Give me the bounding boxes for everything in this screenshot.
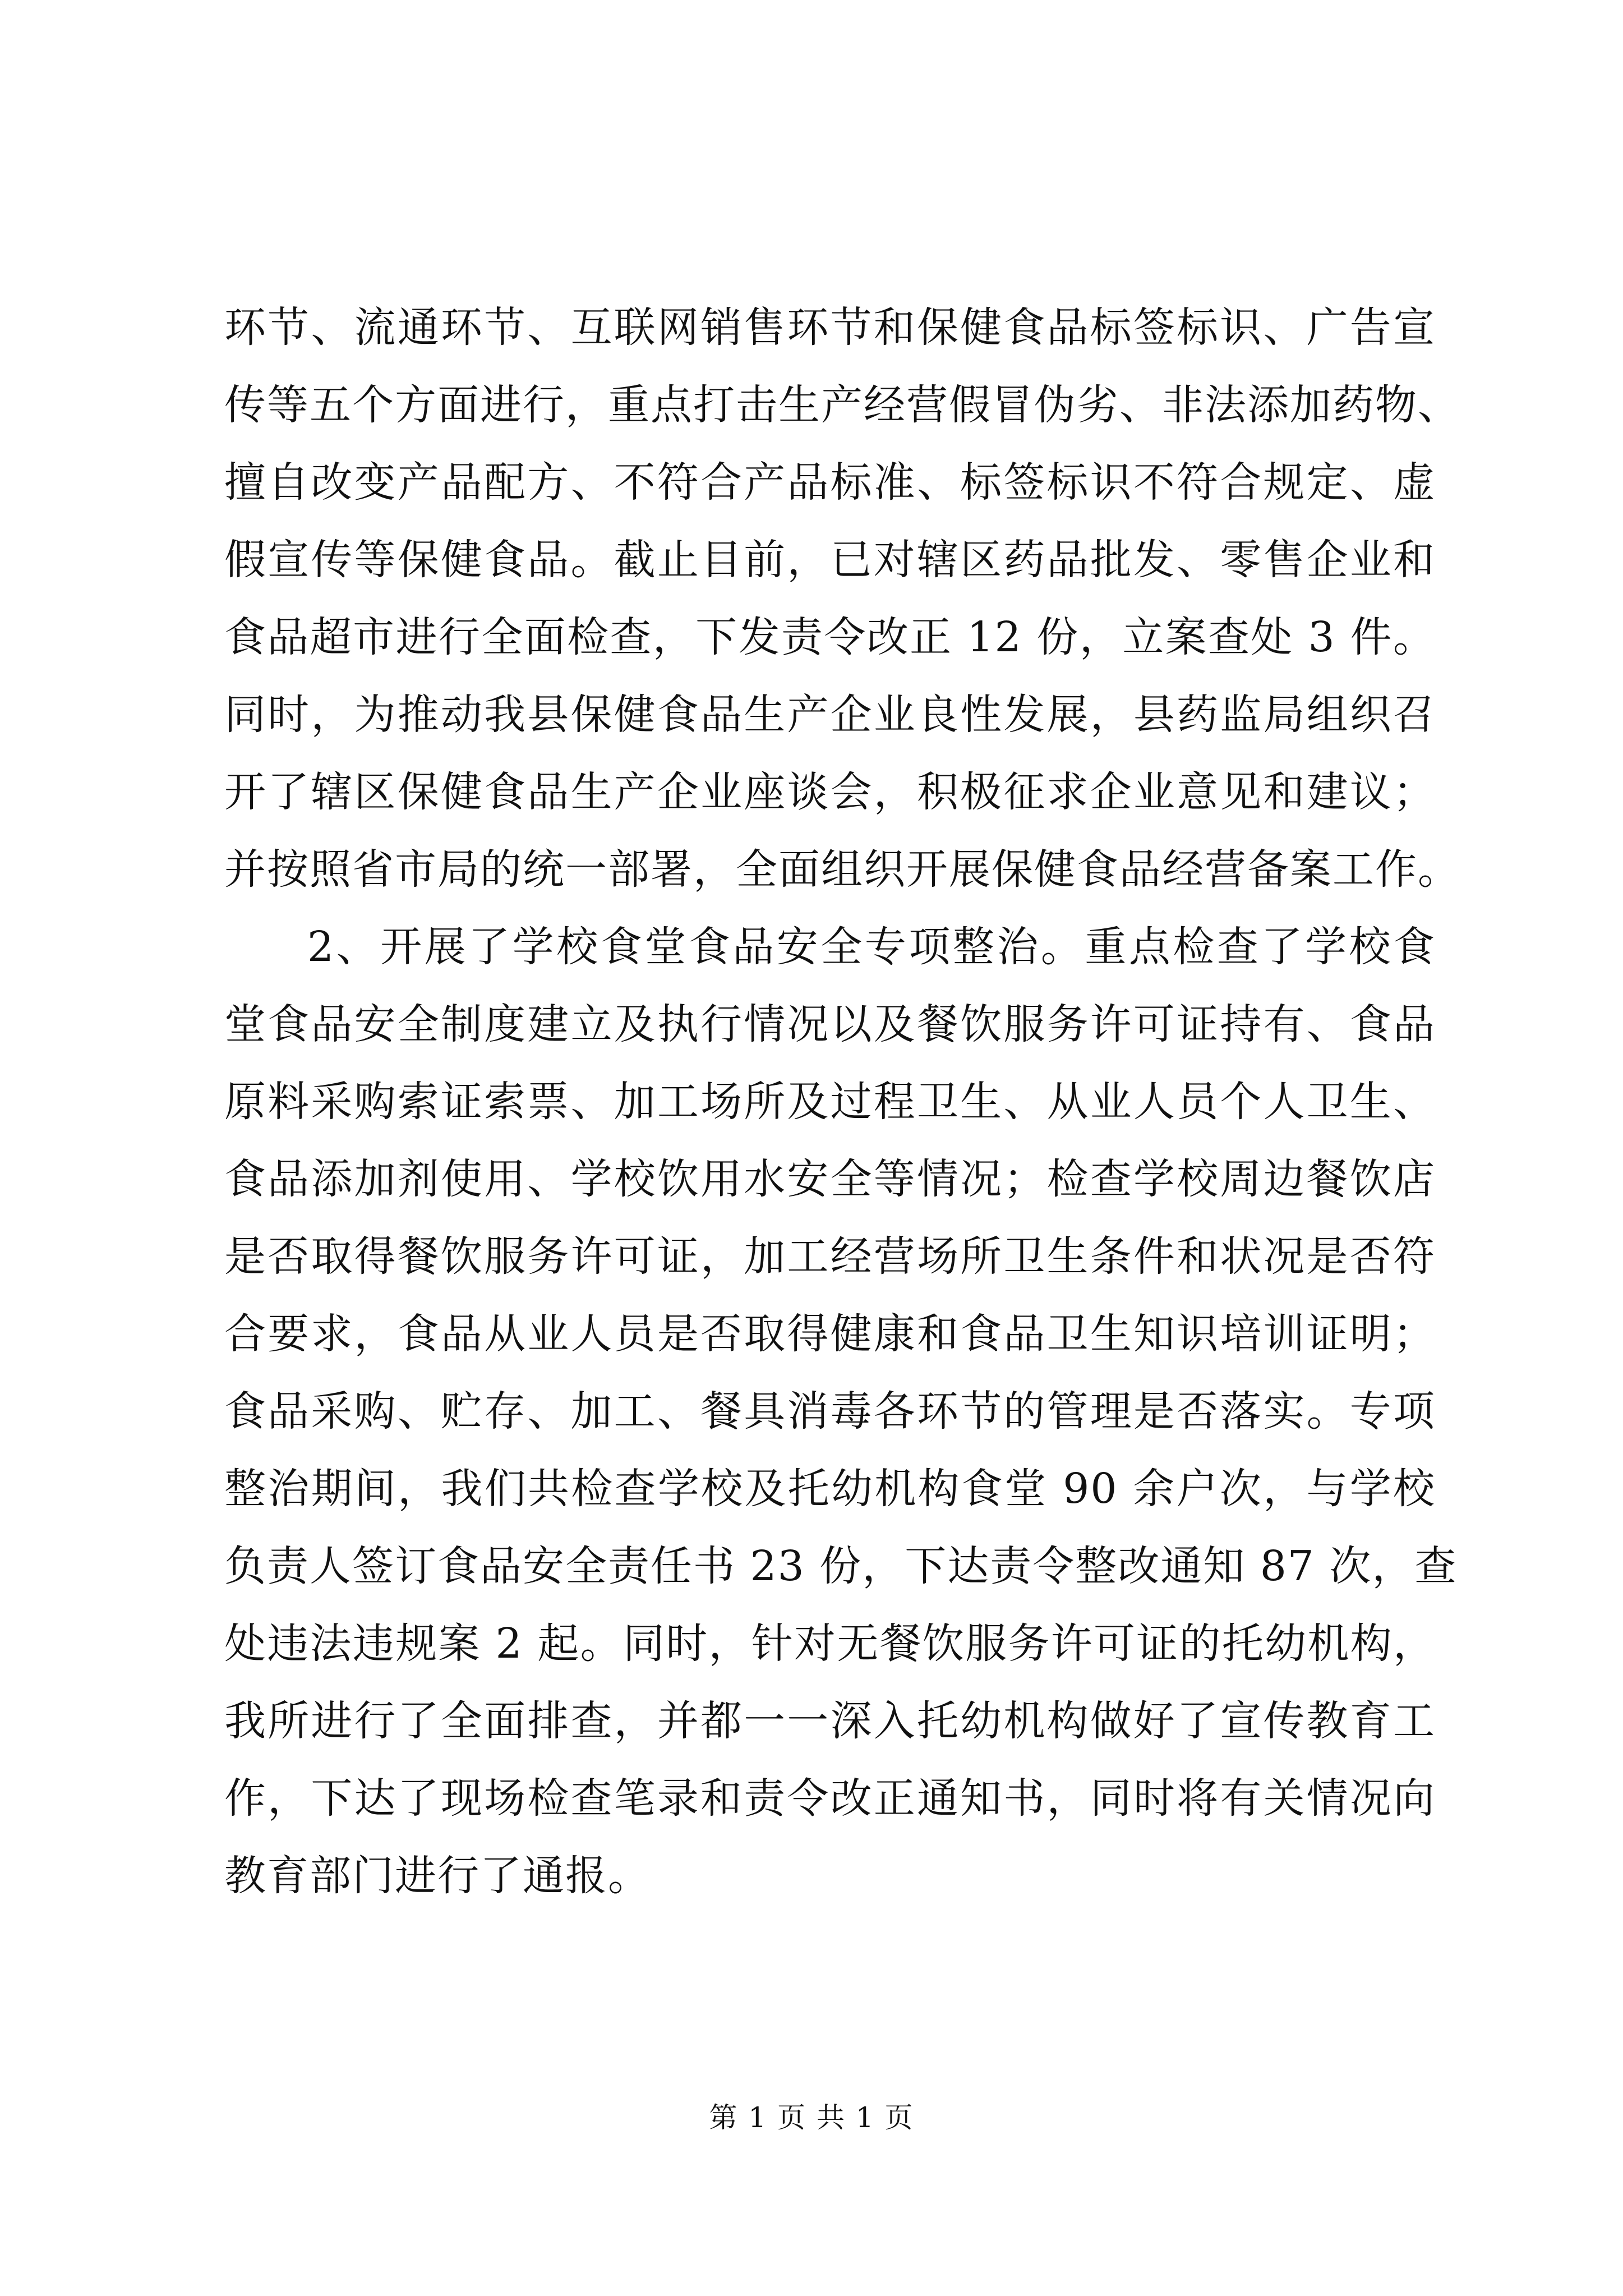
paragraph-2-line-4: 食品添加剂使用、学校饮用水安全等情况；检查学校周边餐饮店 [224, 1155, 1436, 1203]
paragraph-1-line-3: 擅自改变产品配方、不符合产品标准、标签标识不符合规定、虚 [224, 458, 1436, 507]
paragraph-2-line-13: 教育部门进行了通报。 [224, 1852, 651, 1900]
paragraph-1-line-6: 同时，为推动我县保健食品生产企业良性发展，县药监局组织召 [224, 691, 1436, 739]
paragraph-2-line-8: 整治期间，我们共检查学校及托幼机构食堂 90 余户次，与学校 [224, 1465, 1436, 1513]
paragraph-2-line-3: 原料采购索证索票、加工场所及过程卫生、从业人员个人卫生、 [224, 1078, 1436, 1126]
paragraph-2-line-7: 食品采购、贮存、加工、餐具消毒各环节的管理是否落实。专项 [224, 1387, 1436, 1435]
paragraph-2-line-5: 是否取得餐饮服务许可证，加工经营场所卫生条件和状况是否符 [224, 1232, 1436, 1281]
paragraph-2-line-2: 堂食品安全制度建立及执行情况以及餐饮服务许可证持有、食品 [224, 1000, 1436, 1048]
paragraph-2-line-10: 处违法违规案 2 起。同时，针对无餐饮服务许可证的托幼机构， [224, 1619, 1436, 1668]
paragraph-1-line-8: 并按照省市局的统一部署，全面组织开展保健食品经营备案工作。 [224, 845, 1460, 894]
paragraph-2-line-6: 合要求，食品从业人员是否取得健康和食品卫生知识培训证明； [224, 1310, 1436, 1358]
paragraph-2 [224, 908, 1458, 1915]
paragraph-1-line-5: 食品超市进行全面检查，下发责令改正 12 份，立案查处 3 件。 [224, 613, 1436, 661]
page-number-footer: 第 1 页 共 1 页 [709, 2101, 914, 2134]
paragraph-1-line-4: 假宣传等保健食品。截止目前，已对辖区药品批发、零售企业和 [224, 536, 1436, 584]
paragraph-2-line-1: 2、开展了学校食堂食品安全专项整治。重点检查了学校食 [307, 923, 1436, 971]
document-body [224, 289, 1460, 1915]
paragraph-2-line-11: 我所进行了全面排查，并都一一深入托幼机构做好了宣传教育工 [224, 1697, 1436, 1745]
paragraph-1-line-2: 传等五个方面进行，重点打击生产经营假冒伪劣、非法添加药物、 [224, 381, 1460, 429]
paragraph-2-line-12: 作，下达了现场检查笔录和责令改正通知书，同时将有关情况向 [224, 1774, 1436, 1823]
paragraph-1 [224, 289, 1460, 908]
paragraph-2-line-9: 负责人签订食品安全责任书 23 份，下达责令整改通知 87 次，查 [224, 1542, 1458, 1590]
paragraph-1-line-1: 环节、流通环节、互联网销售环节和保健食品标签标识、广告宣 [224, 303, 1436, 352]
paragraph-1-line-7: 开了辖区保健食品生产企业座谈会，积极征求企业意见和建议； [224, 768, 1436, 816]
